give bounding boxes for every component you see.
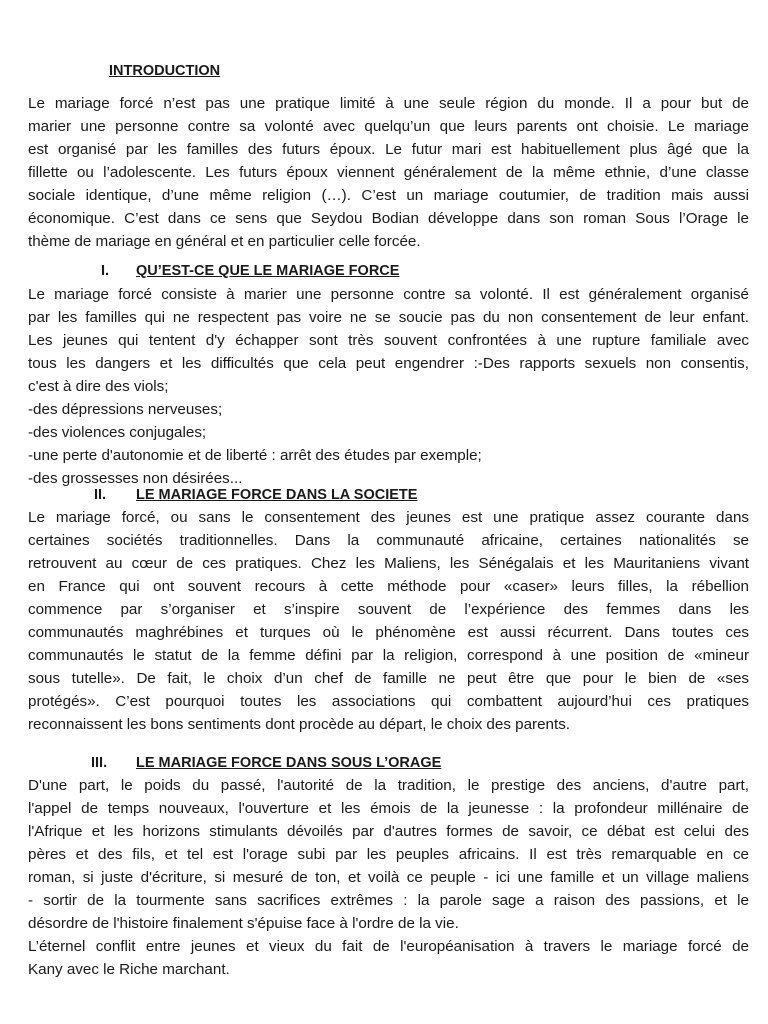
section-1-number: I.: [101, 263, 110, 279]
text-line: c'est à dire des viols;: [28, 378, 169, 395]
section-3-paragraph: [28, 774, 749, 981]
section-3-number: III.: [91, 755, 108, 771]
section-2-paragraph: [28, 506, 749, 736]
intro-heading: INTRODUCTION: [109, 63, 221, 79]
text-line: -des violences conjugales;: [28, 424, 207, 441]
text-line: est organisé par les familles des futurs époux. Le futur mari est habituellement plus âgé que la: [28, 141, 749, 158]
text-line: tous les dangers et les difficultés que cela peut engendrer :-Des rapports sexuels non consentis,: [28, 355, 749, 372]
text-line: par les familles qui ne respectent pas voire ne se soucie pas du non consentement de leur enfant.: [28, 309, 749, 326]
intro-paragraph: [28, 92, 749, 253]
text-line: roman, si juste d'écriture, si mesuré de ton, et voilà ce peuple - ici une famille et un village maliens: [28, 869, 749, 886]
text-line: thème de mariage en général et en particulier celle forcée.: [28, 233, 421, 250]
text-line: Les jeunes qui tentent d'y échapper sont très souvent confrontées à une rupture familiale avec: [28, 332, 749, 349]
text-line: communautés maghrébines et turques où le phénomène est aussi récurrent. Dans toutes ces: [28, 624, 749, 641]
text-line: sociale identique, d’une même religion (…). C’est un mariage coutumier, de tradition mais aussi: [28, 187, 749, 204]
text-line: désordre de l'histoire finalement s'épuise face à l'ordre de la vie.: [28, 915, 459, 932]
text-line: retrouvent au cœur de ces pratiques. Chez les Maliens, les Sénégalais et les Mauritaniens vivant: [28, 555, 749, 572]
text-line: L’éternel conflit entre jeunes et vieux du fait de l'européanisation à travers le mariage forcé de: [28, 938, 749, 955]
section-2-heading: LE MARIAGE FORCE DANS LA SOCIETE: [136, 487, 418, 503]
text-line: fillette ou l’adolescente. Les futurs époux viennent généralement de la même ethnie, d’une classe: [28, 164, 749, 181]
text-line: protégés». C’est pourquoi toutes les associations qui combattent aujourd’hui ces pratiques: [28, 693, 749, 710]
text-line: Le mariage forcé n’est pas une pratique limité à une seule région du monde. Il a pour but de: [28, 95, 749, 112]
text-line: Le mariage forcé consiste à marier une personne contre sa volonté. Il est généralement organisé: [28, 286, 749, 303]
text-line: -des dépressions nerveuses;: [28, 401, 223, 418]
text-line: sous tutelle». De fait, le choix d’un chef de famille ne peut être que pour le bien de «ses: [28, 670, 749, 687]
text-line: pères et des fils, et tel est l'orage subi par les peuples africains. Il est très remarquable en ce: [28, 846, 749, 863]
text-line: commence par s’organiser et s’inspire souvent de l’expérience des femmes dans les: [28, 601, 749, 618]
text-line: l'Afrique et les horizons stimulants dévoilés par d'autres formes de savoir, ce débat est celui des: [28, 823, 749, 840]
text-line: - sortir de la tourmente sans sacrifices extrêmes : la parole sage a raison des passions, et le: [28, 892, 749, 909]
text-line: économique. C’est dans ce sens que Seydou Bodian développe dans son roman Sous l’Orage le: [28, 210, 749, 227]
text-line: en France qui ont souvent recours à cette méthode pour «caser» leurs filles, la rébellion: [28, 578, 749, 595]
section-3-heading: LE MARIAGE FORCE DANS SOUS L’ORAGE: [136, 755, 442, 771]
text-line: certaines sociétés traditionnelles. Dans la communauté africaine, certaines nationalités se: [28, 532, 749, 549]
text-line: -des grossesses non désirées...: [28, 470, 243, 487]
text-line: l'appel de temps nouveaux, l'ouverture et les émois de la jeunesse : la profondeur millénaire de: [28, 800, 749, 817]
text-line: D'une part, le poids du passé, l'autorité de la tradition, le prestige des anciens, d'autre part,: [28, 777, 749, 794]
section-1-paragraph: [28, 283, 749, 490]
text-line: communautés le statut de la femme défini par la religion, correspond à une position de «mineur: [28, 647, 749, 664]
text-line: Kany avec le Riche marchant.: [28, 961, 230, 978]
section-2-number: II.: [94, 487, 107, 503]
text-line: -une perte d'autonomie et de liberté : arrêt des études par exemple;: [28, 447, 482, 464]
text-line: Le mariage forcé, ou sans le consentement des jeunes est une pratique assez courante dans: [28, 509, 749, 526]
text-line: marier une personne contre sa volonté avec quelqu’un que leurs parents ont choisie. Le mariage: [28, 118, 749, 135]
text-line: reconnaissent les bons sentiments dont procède au départ, le choix des parents.: [28, 716, 571, 733]
section-1-heading: QU’EST-CE QUE LE MARIAGE FORCE: [136, 263, 400, 279]
